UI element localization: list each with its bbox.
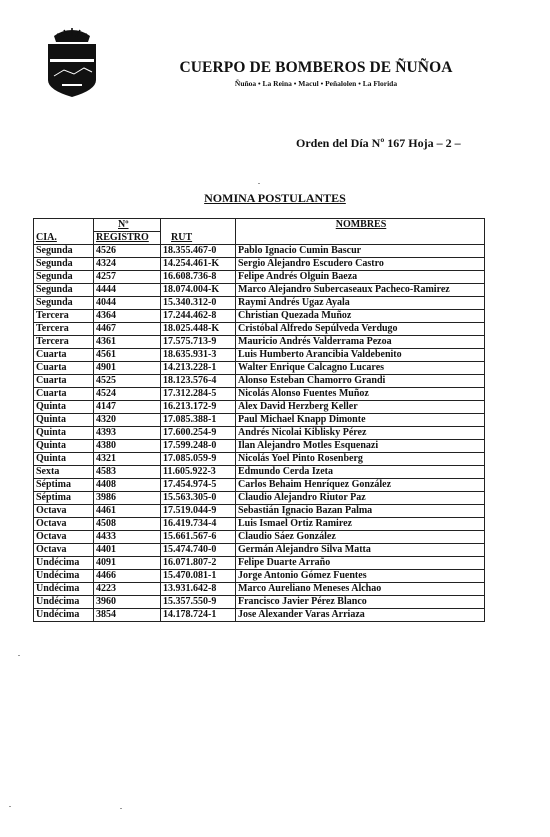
table-row xyxy=(34,401,485,414)
cell-registro: 4361 xyxy=(94,336,161,349)
cell-cia: Octava xyxy=(34,518,94,531)
applicants-table xyxy=(33,218,485,622)
cell-registro: 4320 xyxy=(94,414,161,427)
cell-rut: 18.074.004-K xyxy=(161,284,236,297)
cell-cia: Cuarta xyxy=(34,362,94,375)
cell-nombre: Claudio Sáez González xyxy=(236,531,485,544)
cell-cia: Quinta xyxy=(34,427,94,440)
cell-nombre: Alex David Herzberg Keller xyxy=(236,401,485,414)
cell-registro: 4380 xyxy=(94,440,161,453)
order-reference: Orden del Día Nº 167 Hoja – 2 – xyxy=(296,136,461,150)
cell-rut: 17.312.284-5 xyxy=(161,388,236,401)
cell-cia: Octava xyxy=(34,505,94,518)
cell-registro: 4444 xyxy=(94,284,161,297)
cell-cia: Undécima xyxy=(34,596,94,609)
cell-registro: 4408 xyxy=(94,479,161,492)
cell-rut: 18.123.576-4 xyxy=(161,375,236,388)
cell-nombre: Nicolás Yoel Pinto Rosenberg xyxy=(236,453,485,466)
cell-registro: 3854 xyxy=(94,609,161,622)
cell-registro: 4401 xyxy=(94,544,161,557)
scan-speck xyxy=(258,183,260,184)
cell-cia: Octava xyxy=(34,544,94,557)
table-row xyxy=(34,453,485,466)
cell-rut: 17.454.974-5 xyxy=(161,479,236,492)
cell-rut: 16.071.807-2 xyxy=(161,557,236,570)
cell-registro: 4364 xyxy=(94,310,161,323)
scan-speck xyxy=(18,655,20,656)
cell-registro: 4433 xyxy=(94,531,161,544)
cell-nombre: Jorge Antonio Gómez Fuentes xyxy=(236,570,485,583)
cell-cia: Quinta xyxy=(34,440,94,453)
header-registro: REGISTRO xyxy=(94,232,161,245)
table-row xyxy=(34,570,485,583)
table-row xyxy=(34,310,485,323)
cell-cia: Segunda xyxy=(34,271,94,284)
cell-cia: Segunda xyxy=(34,245,94,258)
header-nombres: NOMBRES xyxy=(236,219,485,245)
cell-nombre: Sergio Alejandro Escudero Castro xyxy=(236,258,485,271)
cell-nombre: Christian Quezada Muñoz xyxy=(236,310,485,323)
cell-cia: Undécima xyxy=(34,557,94,570)
cell-cia: Séptima xyxy=(34,479,94,492)
cell-cia: Quinta xyxy=(34,414,94,427)
cell-registro: 4044 xyxy=(94,297,161,310)
cell-cia: Quinta xyxy=(34,453,94,466)
cell-registro: 3986 xyxy=(94,492,161,505)
cell-rut: 18.355.467-0 xyxy=(161,245,236,258)
cell-nombre: Alonso Esteban Chamorro Grandi xyxy=(236,375,485,388)
cell-rut: 17.085.388-1 xyxy=(161,414,236,427)
table-row xyxy=(34,271,485,284)
cell-registro: 4324 xyxy=(94,258,161,271)
cell-nombre: Nicolás Alonso Fuentes Muñoz xyxy=(236,388,485,401)
cell-cia: Undécima xyxy=(34,570,94,583)
table-row xyxy=(34,583,485,596)
cell-cia: Cuarta xyxy=(34,388,94,401)
cell-rut: 13.931.642-8 xyxy=(161,583,236,596)
cell-nombre: Cristóbal Alfredo Sepúlveda Verdugo xyxy=(236,323,485,336)
table-row xyxy=(34,518,485,531)
cell-nombre: Mauricio Andrés Valderrama Pezoa xyxy=(236,336,485,349)
scan-speck xyxy=(120,808,122,809)
cell-cia: Séptima xyxy=(34,492,94,505)
fire-department-crest-logo xyxy=(44,26,100,98)
cell-nombre: Walter Enrique Calcagno Lucares xyxy=(236,362,485,375)
cell-nombre: Carlos Behaim Henríquez González xyxy=(236,479,485,492)
cell-nombre: Paul Michael Knapp Dimonte xyxy=(236,414,485,427)
cell-rut: 16.608.736-8 xyxy=(161,271,236,284)
cell-registro: 4467 xyxy=(94,323,161,336)
table-row xyxy=(34,466,485,479)
cell-registro: 4321 xyxy=(94,453,161,466)
cell-rut: 15.661.567-6 xyxy=(161,531,236,544)
cell-cia: Tercera xyxy=(34,310,94,323)
table-row xyxy=(34,323,485,336)
cell-registro: 4461 xyxy=(94,505,161,518)
table-row xyxy=(34,297,485,310)
cell-rut: 17.519.044-9 xyxy=(161,505,236,518)
table-row xyxy=(34,349,485,362)
cell-registro: 4393 xyxy=(94,427,161,440)
cell-rut: 15.470.081-1 xyxy=(161,570,236,583)
table-row xyxy=(34,440,485,453)
cell-nombre: Francisco Javier Pérez Blanco xyxy=(236,596,485,609)
cell-rut: 17.575.713-9 xyxy=(161,336,236,349)
cell-registro: 4508 xyxy=(94,518,161,531)
cell-cia: Tercera xyxy=(34,323,94,336)
table-row xyxy=(34,336,485,349)
cell-cia: Undécima xyxy=(34,583,94,596)
cell-rut: 15.340.312-0 xyxy=(161,297,236,310)
cell-registro: 4526 xyxy=(94,245,161,258)
cell-rut: 17.600.254-9 xyxy=(161,427,236,440)
table-row xyxy=(34,362,485,375)
cell-nombre: Pablo Ignacio Cumin Bascur xyxy=(236,245,485,258)
cell-cia: Sexta xyxy=(34,466,94,479)
cell-registro: 4901 xyxy=(94,362,161,375)
cell-rut: 17.244.462-8 xyxy=(161,310,236,323)
cell-cia: Cuarta xyxy=(34,375,94,388)
cell-nombre: Luis Humberto Arancibia Valdebenito xyxy=(236,349,485,362)
table-row xyxy=(34,284,485,297)
applicants-table-body xyxy=(34,245,485,622)
cell-nombre: Andrés Nicolai Kiblisky Pérez xyxy=(236,427,485,440)
cell-rut: 18.025.448-K xyxy=(161,323,236,336)
cell-rut: 11.605.922-3 xyxy=(161,466,236,479)
cell-rut: 16.213.172-9 xyxy=(161,401,236,414)
cell-registro: 4525 xyxy=(94,375,161,388)
cell-cia: Undécima xyxy=(34,609,94,622)
organization-communes: Ñuñoa • La Reina • Macul • Peñalolen • La Florida xyxy=(234,79,398,88)
table-row xyxy=(34,609,485,622)
cell-rut: 18.635.931-3 xyxy=(161,349,236,362)
header-registro-number-sign: Nº xyxy=(94,219,161,232)
scan-speck xyxy=(9,806,11,807)
cell-cia: Tercera xyxy=(34,336,94,349)
header-rut: RUT xyxy=(161,219,236,245)
cell-registro: 4524 xyxy=(94,388,161,401)
cell-nombre: Felipe Duarte Arraño xyxy=(236,557,485,570)
cell-nombre: Marco Alejandro Subercaseaux Pacheco-Ramirez xyxy=(236,284,485,297)
cell-rut: 15.563.305-0 xyxy=(161,492,236,505)
cell-registro: 4257 xyxy=(94,271,161,284)
cell-cia: Quinta xyxy=(34,401,94,414)
cell-registro: 4147 xyxy=(94,401,161,414)
cell-cia: Segunda xyxy=(34,258,94,271)
cell-registro: 4561 xyxy=(94,349,161,362)
list-title: NOMINA POSTULANTES xyxy=(204,191,346,205)
table-row xyxy=(34,544,485,557)
table-row xyxy=(34,492,485,505)
cell-nombre: Ilan Alejandro Motles Esquenazi xyxy=(236,440,485,453)
header-cia: CIA. xyxy=(34,219,94,245)
table-row xyxy=(34,557,485,570)
table-row xyxy=(34,596,485,609)
table-row xyxy=(34,531,485,544)
cell-rut: 14.178.724-1 xyxy=(161,609,236,622)
cell-nombre: Jose Alexander Varas Arriaza xyxy=(236,609,485,622)
cell-cia: Octava xyxy=(34,531,94,544)
cell-cia: Segunda xyxy=(34,297,94,310)
cell-nombre: Luis Ismael Ortiz Ramirez xyxy=(236,518,485,531)
cell-rut: 17.599.248-0 xyxy=(161,440,236,453)
table-row xyxy=(34,505,485,518)
cell-registro: 4466 xyxy=(94,570,161,583)
table-row xyxy=(34,427,485,440)
table-row xyxy=(34,414,485,427)
table-row xyxy=(34,375,485,388)
cell-registro: 4223 xyxy=(94,583,161,596)
cell-rut: 17.085.059-9 xyxy=(161,453,236,466)
cell-rut: 15.357.550-9 xyxy=(161,596,236,609)
cell-registro: 3960 xyxy=(94,596,161,609)
cell-nombre: Marco Aureliano Meneses Alchao xyxy=(236,583,485,596)
cell-registro: 4091 xyxy=(94,557,161,570)
cell-cia: Segunda xyxy=(34,284,94,297)
cell-rut: 15.474.740-0 xyxy=(161,544,236,557)
cell-rut: 14.213.228-1 xyxy=(161,362,236,375)
table-row xyxy=(34,479,485,492)
cell-rut: 16.419.734-4 xyxy=(161,518,236,531)
table-row xyxy=(34,388,485,401)
cell-cia: Cuarta xyxy=(34,349,94,362)
cell-nombre: Felipe Andrés Olguin Baeza xyxy=(236,271,485,284)
cell-nombre: Raymi Andrés Ugaz Ayala xyxy=(236,297,485,310)
cell-nombre: Edmundo Cerda Izeta xyxy=(236,466,485,479)
cell-nombre: Sebastián Ignacio Bazan Palma xyxy=(236,505,485,518)
table-row xyxy=(34,245,485,258)
table-row xyxy=(34,258,485,271)
cell-rut: 14.254.461-K xyxy=(161,258,236,271)
cell-nombre: Germán Alejandro Silva Matta xyxy=(236,544,485,557)
cell-nombre: Claudio Alejandro Riutor Paz xyxy=(236,492,485,505)
organization-name: CUERPO DE BOMBEROS DE ÑUÑOA xyxy=(179,59,453,76)
cell-registro: 4583 xyxy=(94,466,161,479)
